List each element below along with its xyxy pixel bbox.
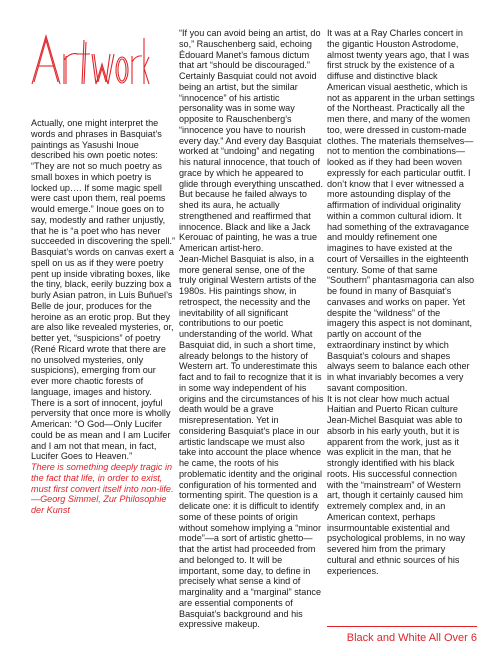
col3-paragraph-2: It is not clear how much actual Haitian and Puerto Rican culture Jean-Michel Basquiat was able to absorb in his early youth, but it is apparent from the work, just as it was explicit in the man, that he strongly identified with his black roots. His successful connection with the “mainstream” of Western art, though it certainly caused him extremely complex and, in an American context, perhaps insurmountable existential and psychological problems, in no way severed him from the primary cultural and ethnic sources of his experiences. xyxy=(327,393,465,576)
simmel-quote: There is something deeply tragic in the fact that life, in order to exist, must first convert itself into non-life. —Georg Simmel, Zur Philosophie der Kunst xyxy=(31,462,174,515)
col2-paragraph-2: Jean-Michel Basquiat is also, in a more general sense, one of the truly original Western artists of the 1980s. His paintings show, in retrospect, the necessity and the inevitability of all significant contributions to our poetic understanding of the world. What Basquiat did, in such a short time, already belongs to the history of Western art. To underestimate this fact and to fail to recognize that it is in some way independent of his origins and the circumstances of his death would be a grave misrepresentation. Yet in considering Basquiat’s place in our artistic landscape we must also take into account the place whence he came, the roots of his problematic identity and the original configuration of his tormented and tormenting spirit. The question is a delicate one: it is difficult to identify some of these points of origin without somehow implying a “minor mode”—a sort of artistic ghetto—that the artist had proceeded from and belonged to. It will be important, some day, to define in precisely what sense a kind of marginality and a “marginal” stance are essential components of Basquiat’s background and his expressive makeup. xyxy=(179,253,324,630)
col3-paragraph-1: It was at a Ray Charles concert in the gigantic Houston Astrodome, almost twenty years ago, that I was first struck by the existence of a diffuse and distinctive black American visual aesthetic, which is not as apparent in the urban settings of the Northeast. Practically all the men there, and many of the women too, were dressed in custom-made clothes. The materials themselves—not to mention the combinations—looked as if they had been woven expressly for each particular outfit. I don’t know that I ever witnessed a more astounding display of the affirmation of individual originality within a common cultural idiom. It had something of the extravagance and mouldy refinement one imagines to have existed at the court of Versailles in the eighteenth century. Some of that same “Southern” phantasmagoria can also be found in many of Basquiat’s canvases and works on paper. Yet despite the “wildness” of the imagery this aspect is not dominant, partly on account of the extraordinary instinct by which Basquiat’s colours and shapes always seem to balance each other in what invariably becomes a very savant composition. xyxy=(327,28,475,393)
page-footer: Black and White All Over 6 xyxy=(346,632,477,644)
footer-rule xyxy=(327,626,477,627)
col1-body: Actually, one might interpret the words and phrases in Basquiat’s paintings as Yasushi Inoue described his own poetic notes: “They are not so much poetry as small boxes in which poetry is locked up…. If some magic spell were cast upon them, real poems would emerge.” Inoue goes on to say, modestly and rather unjustly, that he is “a poet who has never succeeded in discovering the spell.” Basquiat’s words on canvas exert a spell on us as if they were poetry pent up inside vibrating boxes, like the tiny, black, eerily buzzing box a burly Asian patron, in Luis Buñuel’s Belle de jour, produces for the heroine as an erotic prop. But they are also like revealed mysteries, or, better yet, “suspicions” of poetry (René Ricard wrote that there are no unsolved mysteries, only suspicions), emerging from our ever more chaotic forests of language, images and history. There is a sort of innocent, joyful perversity that once more is wholly American: “O God—Only Lucifer could be as mean and I am Lucifer and I am not that mean, in fact, Lucifer Goes to Heaven.” xyxy=(31,118,176,462)
column-2 xyxy=(179,28,324,630)
artwork-logo xyxy=(30,24,150,108)
col2-paragraph-1: “If you can avoid being an artist, do so,” Rauschenberg said, echoing Édouard Manet’s famous dictum that art “should be discouraged.” Certainly Basquiat could not avoid being an artist, but the similar “innocence” of his artistic personality was in some way opposite to Rauschenberg’s “innocence you have to nourish every day.” And every day Basquiat worked at “undoing” and negating his natural innocence, that touch of grace by which he appeared to glide through everything unscathed. But because he failed always to shed its aura, he actually strengthened and reaffirmed that innocence. Black and like a Jack Kerouac of painting, he was a true American artist-hero. xyxy=(179,28,324,253)
column-1 xyxy=(31,118,176,516)
column-3 xyxy=(327,28,475,576)
